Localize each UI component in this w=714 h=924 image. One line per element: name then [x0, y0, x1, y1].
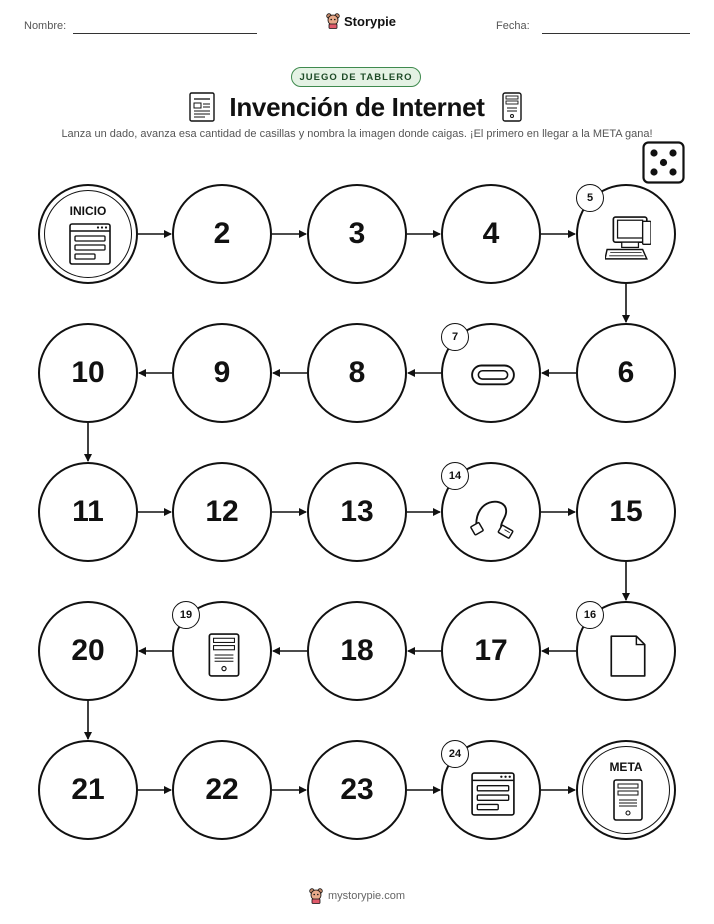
space-number: 21 [71, 773, 105, 806]
board-space-12[interactable] [172, 462, 272, 562]
instructions: Lanza un dado, avanza esa cantidad de casillas y nombra la imagen donde caigas. ¡El primero en llegar a la META gana! [61, 128, 653, 140]
space-number: 6 [617, 356, 635, 389]
board-space-4[interactable] [441, 184, 541, 284]
space-number: 3 [348, 217, 366, 250]
date-label: Fecha: [496, 20, 530, 32]
space-number: 18 [340, 634, 374, 667]
space-number: 23 [340, 773, 374, 806]
space-number: 17 [474, 634, 508, 667]
space-number-badge: 7 [441, 323, 469, 351]
space-number: 2 [213, 217, 231, 250]
usb-c-port-icon [470, 354, 516, 400]
board-space-18[interactable] [307, 601, 407, 701]
space-number-badge: 24 [441, 740, 469, 768]
space-number: 15 [609, 495, 643, 528]
board-space-8[interactable] [307, 323, 407, 423]
space-number: 22 [205, 773, 239, 806]
footer [0, 888, 714, 904]
board-space-20[interactable] [38, 601, 138, 701]
board-space-22[interactable] [172, 740, 272, 840]
board-space-13[interactable] [307, 462, 407, 562]
browser-window-icon [470, 771, 516, 817]
browser-window-icon [68, 222, 112, 266]
start-label: INICIO [69, 204, 107, 218]
board-space-17[interactable] [441, 601, 541, 701]
computer-icon [605, 215, 651, 261]
space-number: 13 [340, 495, 374, 528]
board-space-19[interactable] [172, 601, 272, 701]
space-number: 20 [71, 634, 105, 667]
space-number: 4 [482, 217, 500, 250]
board-space-21[interactable] [38, 740, 138, 840]
board-space-23[interactable] [307, 740, 407, 840]
board-space-2[interactable] [172, 184, 272, 284]
board-space-14[interactable] [441, 462, 541, 562]
bear-icon [309, 888, 323, 904]
title-text: Invención de Internet [229, 92, 485, 122]
space-number: 10 [71, 356, 105, 389]
space-number-badge: 5 [576, 184, 604, 212]
ethernet-cable-icon [470, 493, 516, 539]
board-space-10[interactable] [38, 323, 138, 423]
space-number: 8 [348, 356, 366, 389]
space-number: 9 [213, 356, 231, 389]
file-icon [605, 632, 651, 678]
board-space-3[interactable] [307, 184, 407, 284]
goal-label: META [609, 760, 643, 774]
space-number: 11 [72, 495, 104, 528]
space-number-badge: 16 [576, 601, 604, 629]
goal-space[interactable] [576, 740, 676, 840]
board-space-15[interactable] [576, 462, 676, 562]
game-type-pill: JUEGO DE TABLERO [291, 67, 421, 87]
board-space-16[interactable] [576, 601, 676, 701]
name-label: Nombre: [24, 20, 67, 32]
space-number: 12 [205, 495, 239, 528]
server-tower-icon [201, 632, 247, 678]
space-number-badge: 14 [441, 462, 469, 490]
board-space-6[interactable] [576, 323, 676, 423]
server-tower-icon [606, 778, 650, 822]
footer-url: mystorypie.com [327, 890, 406, 902]
board-space-9[interactable] [172, 323, 272, 423]
board-space-7[interactable] [441, 323, 541, 423]
start-space[interactable] [38, 184, 138, 284]
board-space-11[interactable] [38, 462, 138, 562]
brand-name: Storypie [344, 13, 397, 29]
board-space-5[interactable] [576, 184, 676, 284]
board-space-24[interactable] [441, 740, 541, 840]
space-number-badge: 19 [172, 601, 200, 629]
